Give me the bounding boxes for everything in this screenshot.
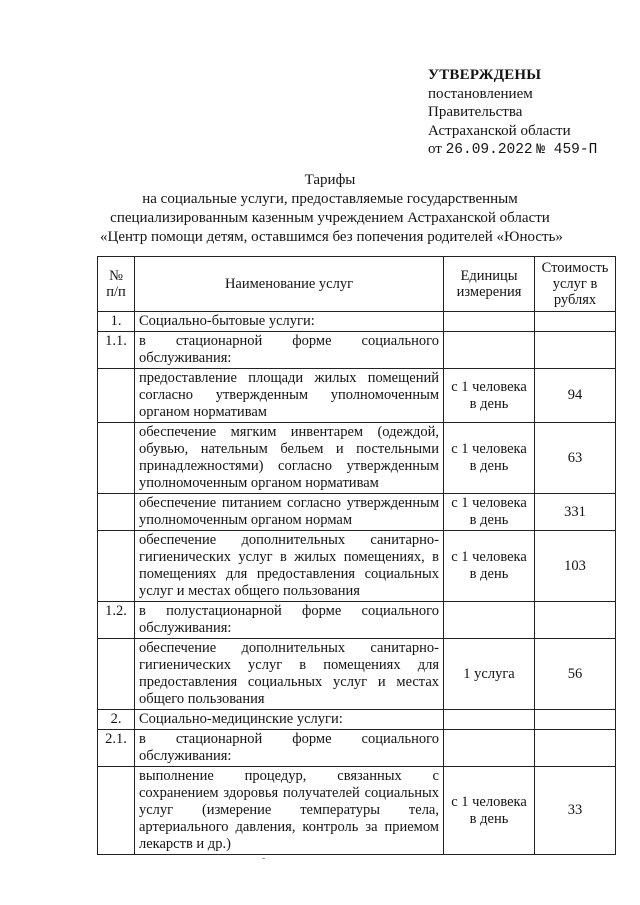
table-row <box>98 602 616 639</box>
price-rub <box>535 730 616 767</box>
row-number <box>98 494 135 531</box>
price-rub <box>535 710 616 730</box>
row-number <box>98 639 135 710</box>
service-name: Социально-бытовые услуги: <box>135 312 444 332</box>
price-rub: 33 <box>535 767 616 855</box>
unit-of-measure <box>444 730 535 767</box>
table-row <box>98 767 616 855</box>
title-line-3: «Центр помощи детям, оставшимся без попечения родителей «Юность» <box>100 229 563 245</box>
approval-date: 26.09.2022 <box>445 142 533 158</box>
row-number: 1.1. <box>98 332 135 369</box>
table-row <box>98 332 616 369</box>
price-rub <box>535 602 616 639</box>
service-name: обеспечение питанием согласно утвержденным уполномоченным органом нормам <box>135 494 444 531</box>
title-main: Тарифы <box>304 172 356 188</box>
table-row <box>98 494 616 531</box>
table-row <box>98 730 616 767</box>
table-row <box>98 531 616 602</box>
price-rub: 94 <box>535 369 616 423</box>
approval-date-prefix: от <box>428 141 442 157</box>
service-name: обеспечение дополнительных санитарно-гигиенических услуг в жилых помещениях, в помещениях для предоставления социальных услуг и местах общего пользования <box>135 531 444 602</box>
header-name: Наименование услуг <box>135 257 444 312</box>
price-rub: 56 <box>535 639 616 710</box>
row-number: 1.2. <box>98 602 135 639</box>
approval-stamp <box>428 66 628 160</box>
table-body <box>98 312 616 855</box>
service-name: Социально-медицинские услуги: <box>135 710 444 730</box>
row-number: 2.1. <box>98 730 135 767</box>
row-number: 1. <box>98 312 135 332</box>
approval-heading: УТВЕРЖДЕНЫ <box>428 67 542 83</box>
service-name: выполнение процедур, связанных с сохранением здоровья получателей социальных услуг (измерение температуры тела, артериального давления, контроль за приемом лекарств и др.) <box>135 767 444 855</box>
title-line-2: специализированным казенным учреждением Астраханской области <box>110 210 550 226</box>
table-header-row <box>98 257 616 312</box>
unit-of-measure <box>444 312 535 332</box>
price-rub: 331 <box>535 494 616 531</box>
price-rub: 103 <box>535 531 616 602</box>
title-line-1: на социальные услуги, предоставляемые государственным <box>142 191 518 207</box>
unit-of-measure: 1 услуга <box>444 639 535 710</box>
unit-of-measure: с 1 человека в день <box>444 494 535 531</box>
table-row <box>98 423 616 494</box>
document-title <box>100 171 563 247</box>
service-name: предоставление площади жилых помещений согласно утвержденным уполномоченным органом нормативам <box>135 369 444 423</box>
unit-of-measure <box>444 710 535 730</box>
unit-of-measure: с 1 человека в день <box>444 531 535 602</box>
header-price: Стоимость услуг в рублях <box>535 257 616 312</box>
row-number <box>98 423 135 494</box>
row-number: 2. <box>98 710 135 730</box>
table-row <box>98 639 616 710</box>
approval-line-region: Астраханской области <box>428 122 571 139</box>
header-unit: Единицы измерения <box>444 257 535 312</box>
row-number <box>98 531 135 602</box>
service-name: в стационарной форме социального обслуживания: <box>135 332 444 369</box>
service-name: в полустационарной форме социального обслуживания: <box>135 602 444 639</box>
approval-line-government: Правительства <box>428 104 523 120</box>
approval-date-line <box>428 140 628 160</box>
price-rub <box>535 332 616 369</box>
header-num: № п/п <box>98 257 135 312</box>
approval-number: № 459-П <box>536 142 598 158</box>
unit-of-measure: с 1 человека в день <box>444 369 535 423</box>
service-name: обеспечение мягким инвентарем (одеждой, обувью, нательным бельем и постельными принадлежностями) согласно утвержденным уполномоченным органом нормативам <box>135 423 444 494</box>
table-row <box>98 710 616 730</box>
tariffs-table <box>97 256 616 855</box>
price-rub <box>535 312 616 332</box>
unit-of-measure: с 1 человека в день <box>444 767 535 855</box>
service-name: обеспечение дополнительных санитарно-гигиенических услуг в помещениях для предоставления социальных услуг и местах общего пользования <box>135 639 444 710</box>
scan-mark <box>262 858 265 859</box>
row-number <box>98 767 135 855</box>
approval-line-decree: постановлением <box>428 85 533 102</box>
unit-of-measure: с 1 человека в день <box>444 423 535 494</box>
unit-of-measure <box>444 602 535 639</box>
service-name: в стационарной форме социального обслуживания: <box>135 730 444 767</box>
row-number <box>98 369 135 423</box>
price-rub: 63 <box>535 423 616 494</box>
table-row <box>98 312 616 332</box>
table-row <box>98 369 616 423</box>
unit-of-measure <box>444 332 535 369</box>
